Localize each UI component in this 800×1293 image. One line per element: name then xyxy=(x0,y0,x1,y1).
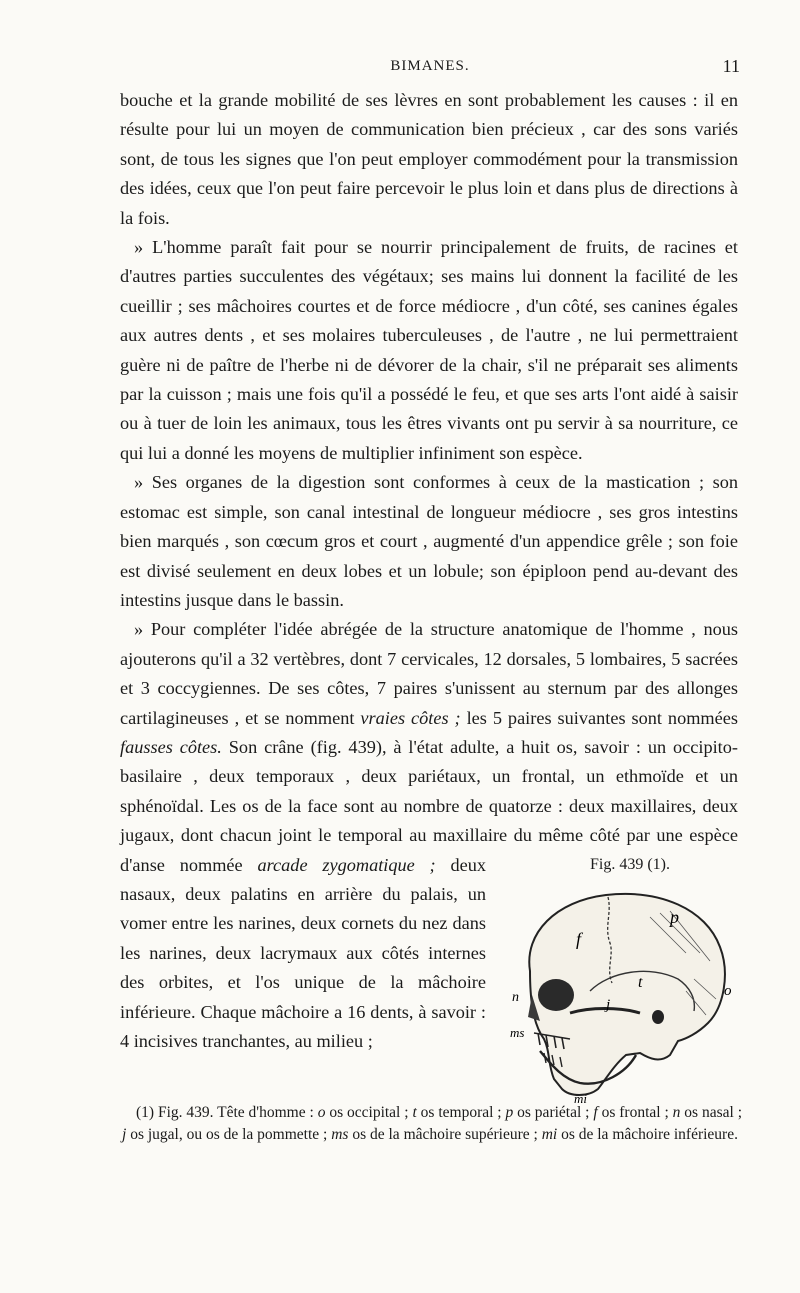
fn-text-g: os nasal ; xyxy=(680,1104,743,1121)
label-p: p xyxy=(670,906,679,927)
fn-text-k: os de la mâchoire inférieure. xyxy=(557,1126,738,1143)
fn-letter-p: p xyxy=(505,1104,514,1121)
p4-text-g: deux nasaux, deux palatins en arrière du palais, un vomer entre les narines, deux cornets du nez dans les narines, deux lacrymaux aux côtés internes des orbites, et l'os unique de la mâchoire inférieure. Chaque mâchoire a 16 dents, à savoir : 4 incisives tranchantes, au milieu ; xyxy=(120,854,486,1051)
paragraph-4 xyxy=(120,615,738,1106)
label-t: t xyxy=(638,973,643,991)
fn-letter-f: f xyxy=(593,1104,598,1121)
fn-letter-o: o xyxy=(317,1104,326,1121)
footnote-text xyxy=(122,1102,742,1146)
label-j: j xyxy=(606,996,611,1013)
p4-text-e: Son crâne (fig. 439), à l'état adulte, a huit os, savoir : un occipito-basilaire , deux temporaux , deux pariétaux, un frontal, un ethmoïde et un sphénoïdal. Les os de la face sont au nombre de quatorze : deux maxillaires, deux jugaux, dont chacun joint le temporal au maxillaire du même côté par une espèce d'anse nommée xyxy=(120,736,738,875)
main-text xyxy=(120,86,738,1113)
fn-text-h: os jugal, ou os de la pommette ; xyxy=(126,1126,332,1143)
label-ms: ms xyxy=(510,1024,525,1040)
paragraph-1: bouche et la grande mobilité de ses lèvres en sont probablement les causes : il en résulte pour lui un moyen de communication bien précieux , car des sons variés sont, de tous les signes que l'on peut employer commodément pour la transmission des idées, ceux que l'on peut faire percevoir le plus loin et dans plus de directions à la fois. xyxy=(120,90,738,228)
fn-letter-mi: mi xyxy=(541,1126,558,1143)
skull-illustration xyxy=(510,883,740,1111)
fn-text-b: os occipital ; xyxy=(325,1104,413,1121)
label-f: f xyxy=(576,928,582,949)
p4-text-c: les 5 paires suivantes sont nommées xyxy=(460,707,738,728)
fn-text-i: os de la mâchoire supérieure ; xyxy=(348,1126,542,1143)
fn-letter-ms: ms xyxy=(331,1126,349,1143)
fn-text-a: (1) Fig. 439. Tête d'homme : xyxy=(136,1104,318,1121)
footnote xyxy=(122,1102,742,1146)
page-number: 11 xyxy=(722,56,740,76)
term-fausses-cotes: fausses côtes. xyxy=(120,736,222,757)
fn-text-d: os pariétal ; xyxy=(513,1104,594,1121)
fn-letter-n: n xyxy=(672,1104,681,1121)
paragraph-3: » Ses organes de la digestion sont conformes à ceux de la mastication ; son estomac est simple, son canal intestinal de longueur médiocre , ses gros intestins bien marqués , son cœcum gros et court , augmenté d'un appendice grêle ; son foie est divisé seulement en deux lobes et un lobule; son épiploon pend au-devant des intestins jusque dans le bassin. xyxy=(120,472,738,610)
paragraph-2: » L'homme paraît fait pour se nourrir principalement de fruits, de racines et d'autres parties succulentes des végétaux; ses mains lui donnent la facilité de les cueillir ; ses mâchoires courtes et de force médiocre , d'un côté, ses canines égales aux autres dents , et ses molaires tuberculeuses , de l'autre , ne lui permettraient guère ni de paître de l'herbe ni de dévorer de la chair, s'il ne préparait ses aliments par la cuisson ; mais une fois qu'il a possédé le feu, et que ses arts l'ont aidé à saisir ou à tuer de loin les animaux, tous les êtres vivants ont pu servir à sa nourriture, ce qui lui a donné les moyens de multiplier infiniment son espèce. xyxy=(120,237,738,463)
figure-caption: Fig. 439 (1). xyxy=(590,855,670,873)
p4-text-a: » Pour compléter l'idée abrégée de la structure anatomique de l'homme , nous ajouterons qu'il a 32 vertèbres, dont 7 cervicales, 12 dorsales, 5 lombaires, 5 sacrées et 3 coccygiennes. De ses côtes, 7 paires s'unissent au sternum par des allonges cartilagineuses , et se nomment xyxy=(120,619,738,728)
fn-letter-j: j xyxy=(122,1126,127,1143)
skull-figure xyxy=(510,855,756,1113)
label-n: n xyxy=(512,989,519,1005)
label-o: o xyxy=(724,982,732,999)
term-vraies-cotes: vraies côtes ; xyxy=(360,707,461,728)
fn-letter-t: t xyxy=(412,1104,417,1121)
term-arcade-zygomatique: arcade zygomatique ; xyxy=(257,854,436,875)
running-header xyxy=(120,58,740,82)
fn-text-c: os temporal ; xyxy=(416,1104,506,1121)
label-mi: mi xyxy=(574,1090,587,1106)
running-title: BIMANES. xyxy=(390,58,470,74)
fn-text-e: os frontal ; xyxy=(597,1104,673,1121)
